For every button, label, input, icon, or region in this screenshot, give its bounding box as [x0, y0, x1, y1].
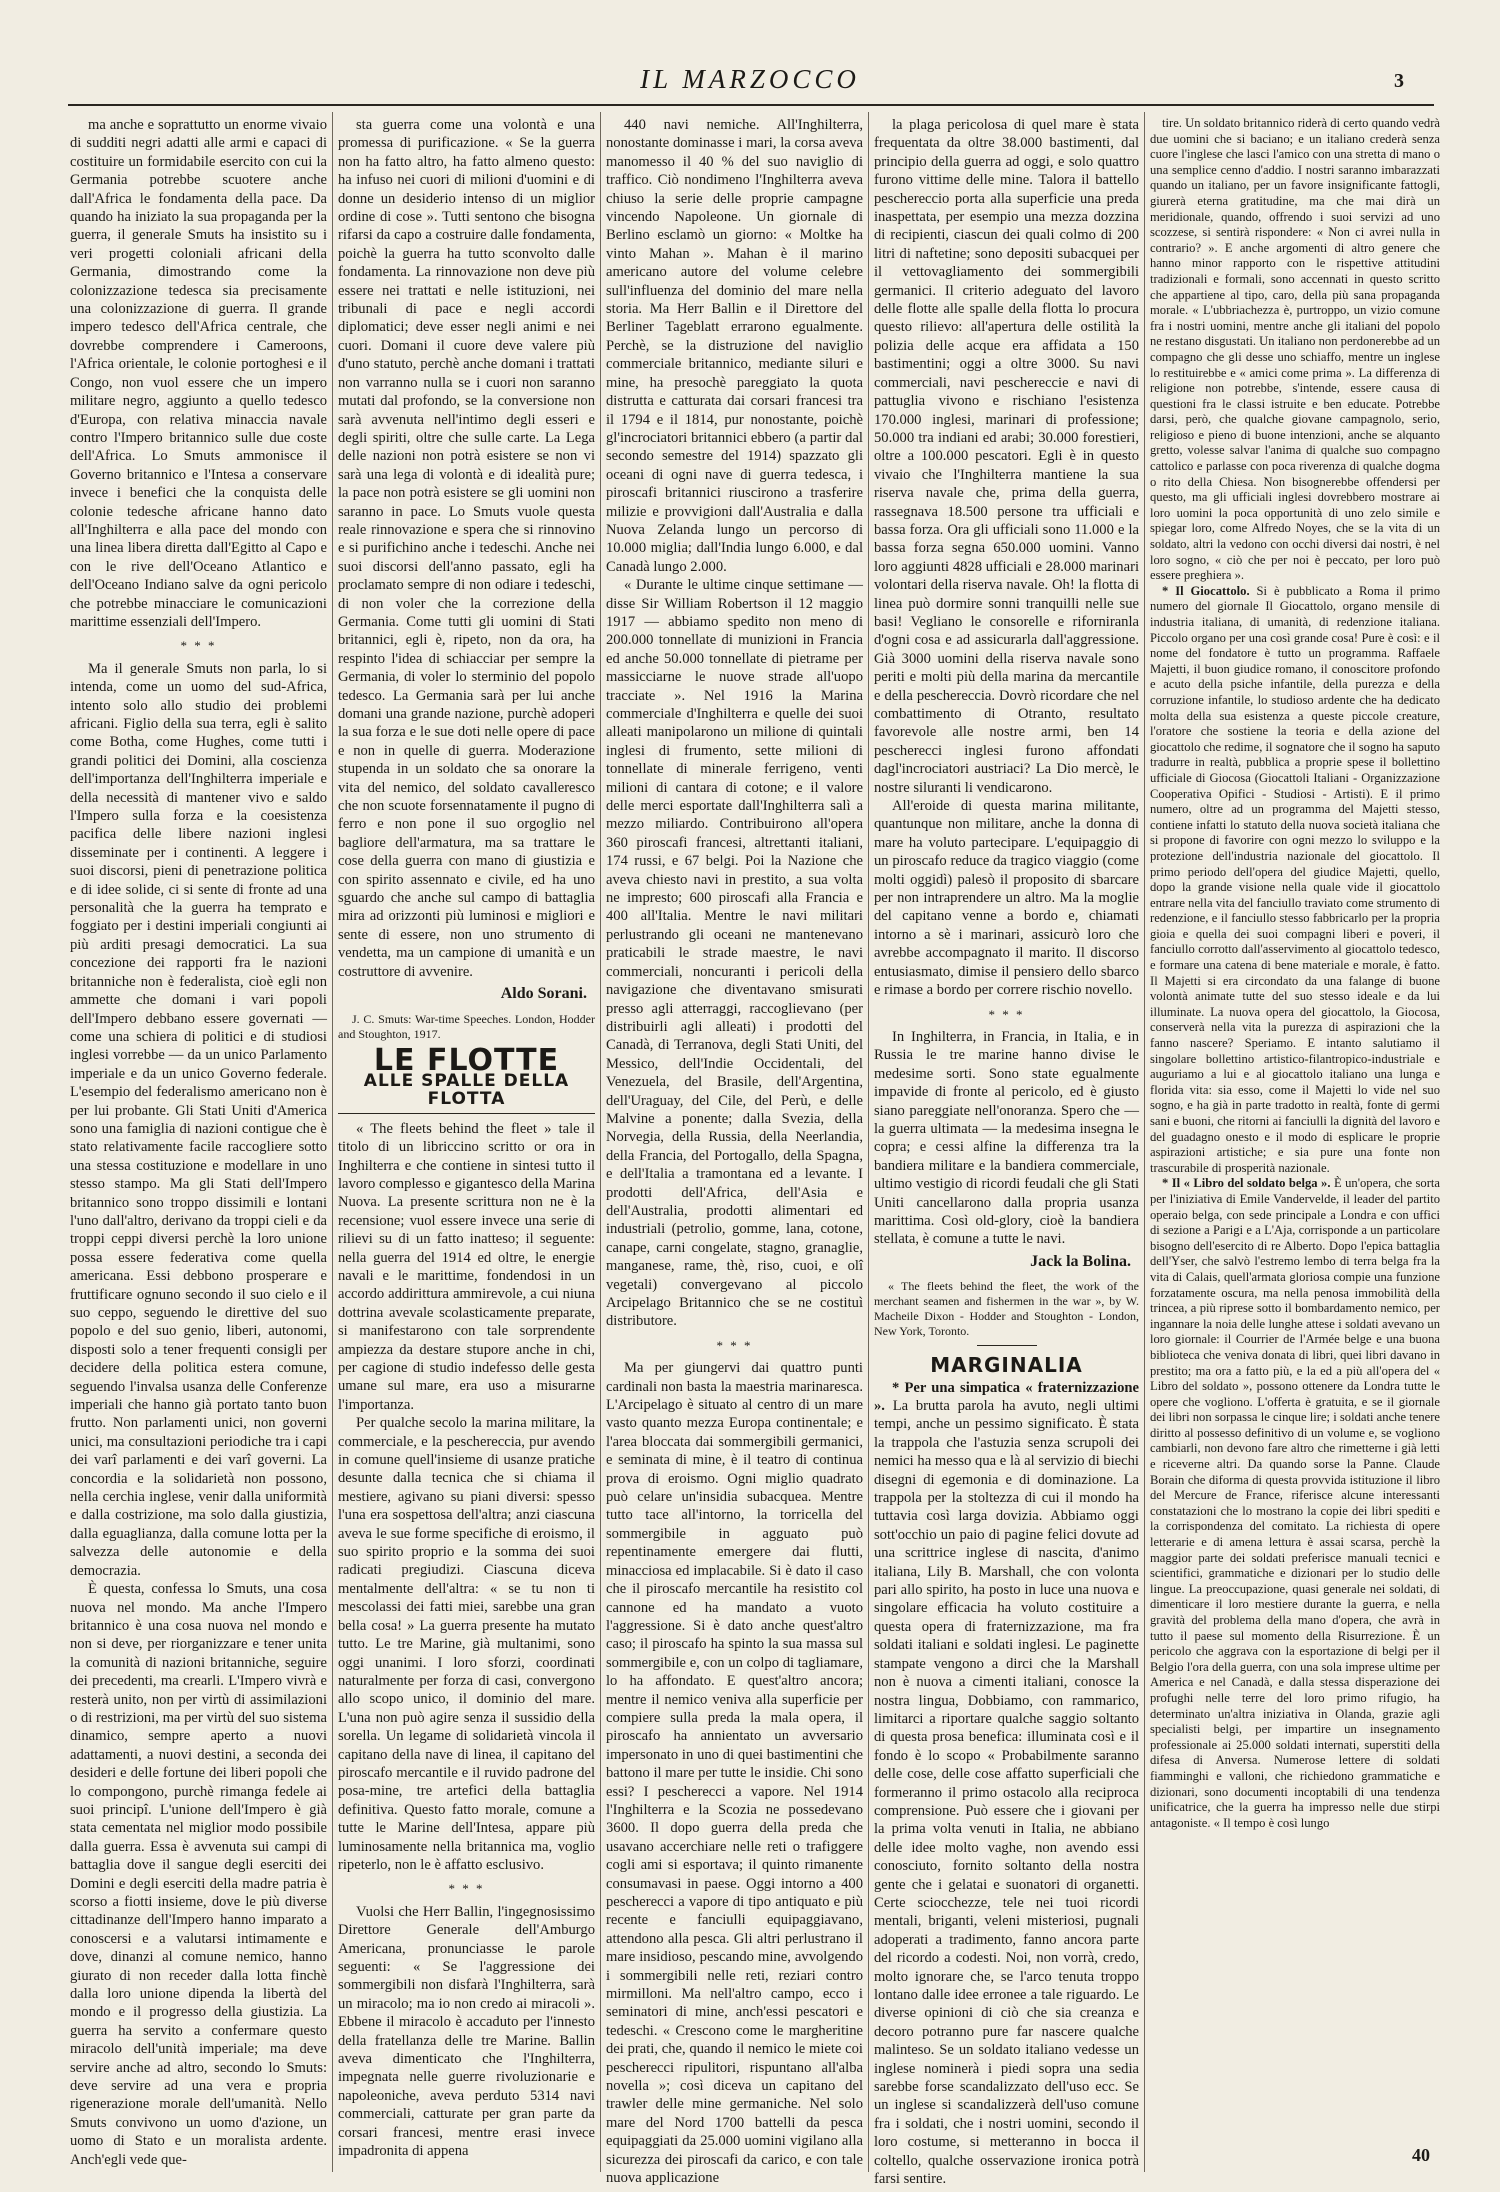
marginalia-title: MARGINALIA: [930, 1353, 1083, 1378]
column-divider: [868, 112, 869, 2172]
column-divider: [600, 112, 601, 2172]
article-paragraph: tire. Un soldato britannico riderà di certo quando vedrà due uomini che si baciano; e un italiano crederà senza cuore l'inglese che lasci l'amico con una stretta di mano o una semplice cenno d'addio. I nostri saranno imbarazzati quando un italiano, per un favore insignificante fattogli, giurerà eterna gratitudine, ma che mai dirà un meridionale, quando, offrendo i suoi servizi ad uno scozzese, si sentirà rispondere: « Non ci avrei nulla in contrario? ». E anche argomenti di altro genere che hanno minor rapporto con le rispettive attitudini tradizionali e formali, sono accennati in questo scritto che appartiene al tipo, caro, della più sana propaganda morale. « L'ubbriachezza è, purtroppo, un vizio comune fra i nostri uomini, mentre anche gli italiani del popolo ne restano disgustati. Un italiano non perdonerebbe ad un compagno che gli desse uno schiaffo, mentre un inglese lo restituirebbe e « amici come prima ». La differenza di religione non potrebbe, s'intende, essere causa di questioni fra le classi istruite e ben educate. Potrebbe darsi, però, che qualche giovane campagnolo, serio, religioso e pieno di buone intenzioni, anche se alquanto gretto, volesse salvar l'anima di qualche suo compagno cattolico e parlasse con poca riverenza di qualche dogma o rito della Chiesa. Non bisognerebbe offendersi per questo, ma gli ufficiali inglesi dovrebbero mostrare ai loro uomini la poca opportunità di uno zelo simile e spiegar loro, come Alfredo Noyes, che se la vita di un soldato, altri la vedono con occhi diversi dai nostri, è nel loro sogno, « ciò che per noi è peccato, per loro può essere preghiera ».: [1150, 116, 1440, 583]
article-signature: Jack la Bolina.: [1030, 1252, 1131, 1270]
article-paragraph: 440 navi nemiche. All'Inghilterra, nonostante dominasse i mari, la corsa aveva manomesso il 40 % del suo naviglio di traffico. Ciò nondimeno l'Inghilterra aveva chiuso la serie delle proprie campagne vincendo Napoleone. Un giornale di Berlino esclamò un giorno: « Moltke ha vinto Mahan ». Mahan è il marino americano autore del volume celebre sull'influenza del dominio del mare nella storia. Ma Herr Ballin e il Direttore del Berliner Tageblatt errarono egualmente. Perchè, se la distruzione del naviglio commerciale britannico, mediante siluri e mine, ha presochè pareggiato la quota distrutta e catturata dai corsari francesi tra il 1794 e il 1814, pur nonostante, poichè gl'incrociatori britannici ebbero (a partir dal secondo semestre del 1914) spazzato gli oceani di ogni nave di guerra tedesca, i piroscafi britannici riuscirono a trasferire milizie e provvigioni dall'Australia e dalla Nuova Zelanda lungo un percorso di 10.000 miglia; dall'India lungo 6.000, e dal Canadà lungo 2.000.: [606, 117, 863, 575]
section-separator: * * *: [716, 1337, 753, 1353]
article-paragraph: È questa, confessa lo Smuts, una cosa nuova nel mondo. Ma anche l'Impero britannico è una cosa nuova nel mondo e non si deve, per riorganizzare e tener unita la comunità di nazioni britanniche, seguire dei precedenti, ma crearli. L'Impero vivrà e resterà unito, non per virtù di assimilazioni o di restrizioni, ma per virtù del suo sistema dinamico, sempre aperto a nuovi adattamenti, a nuovi destini, a seconda dei desideri e delle fortune dei liberi popoli che lo compongono, purchè rimanga fedele ai suoi principî. L'unione dell'Impero è già stata cementata nel miglior modo possibile dalla guerra. Essa è avvenuta sui campi di battaglia dove il sangue degli eserciti dei Domini e degli eserciti della madre patria è scorso a fiotti insieme, dove le più diverse cittadinanze dell'Impero hanno imparato a conoscersi e a valutarsi intimamente e dove, dinanzi al comune nemico, hanno giurato di non receder dalla lotta finchè dalla loro unione dipenda la libertà del mondo e il progresso della giustizia. La guerra ha servito a confermare questo miracolo dell'unità imperiale; ma deve servire anche ad altro, secondo lo Smuts: deve servire ad una vera e propria rigenerazione morale dell'umanità. Nello Smuts convivono un uomo d'azione, un uomo di Stato e un moralista ardente. Anch'egli vede que-: [70, 1581, 327, 2168]
article-paragraph: sta guerra come una volontà e una promessa di purificazione. « Se la guerra non ha fatto altro, ha fatto almeno questo: ha infuso nei cuori di milioni d'uomini e di donne un desiderio intenso di un miglior ordine di cose ». Tutti sentono che bisogna rifarsi da capo a costruire dalle fondamenta, poichè la guerra ha tutto sconvolto dalle fondamenta. La rinnovazione non deve più essere nei trattati e nelle istituzioni, nei tribunali di pace e negli accordi diplomatici; deve esser negli animi e nei cuori. Domani il cuore deve valere più d'uno statuto, perchè anche domani i trattati non varranno nulla se i cuori non saranno mutati dal profondo, se la conversione non sarà avvenuta nell'intimo degli esseri e degli spiriti, oltre che sulle carte. La Lega delle nazioni non potrà esistere se non vi sarà una lega di volontà e di idealità pure; la pace non potrà esistere se gli uomini non saranno in pace. Lo Smuts vuole questa reale rinnovazione e spera che si rinnovino e si purifichino anche i tedeschi. Anche nei suoi discorsi dell'anno passato, egli ha proclamato sempre di non odiare i tedeschi, di non voler che la correzione della Germania. Come tutti gli uomini di Stati britannici, egli è, ripeto, non da ora, ha respinto l'idea di schiacciar per sempre la Germania, di voler lo sterminio del popolo tedesco. La Germania sarà per lui anche domani una grande nazione, purchè adoperi la sua forza e le sue doti nelle opere di pace e non in quelle di guerra. Moderazione stupenda in un soldato che sa onorare la vita del nemico, del soldato cavalleresco che non scuote forsennatamente il pugno di ferro e non pone il suo orgoglio nel bagliore dell'armatura, ma sa trattare le cose della guerra con mano di giustizia e con spirito assennato e civile, ed ha uno sguardo che anche sul campo di battaglia mira ad orizzonti più luminosi e migliori e sente di essere, non uno strumento di vendetta, ma un campione di umanità e un costruttore di avvenire.: [338, 117, 595, 980]
column-divider: [332, 112, 333, 2172]
article-paragraph: La brutta parola ha avuto, negli ultimi tempi, anche un pessimo significato. È stata la trappola che l'astuzia senza scrupoli dei nemici ha messo qua e là al servizio di biechi disegni di egemonia e di dominazione. La trappola per la stoltezza di cui il mondo ha tuttavia così larga dovizia. Abbiamo oggi sott'occhio un paio di pagine felici dovute ad una scrittrice inglese di nascita, d'animo italiana, Lily B. Marshall, che con volonta pari allo spirito, ha posto in luce una nuova e singolare efficacia ha voluto costituire a questa opera di fraternizzazione, ma fra soldati italiani e soldati inglesi. Le paginette stampate vengono a dirci che la Marshall non è nuova a cimenti italiani, conosce la nostra lingua, Dobbiamo, con rammarico, limitarci a riportare qualche saggio soltanto di questa prosa benefica: illuminata così e il fondo è lo scopo « Probabilmente saranno delle cose, delle cose affatto superficiali che formeranno il primo ostacolo alla reciproca comprensione. Può essere che i giovani per la prima volta venuti in Italia, ne abbiano delle idee molto vaghe, non avendo essi conosciuto, fornito soltanto della nostra gente che i gelatai e suonatori di organetti. Certe sciocchezze, tele nei tuoi ricordi mentali, briganti, veleni misteriosi, pugnali adoperati a tradimento, fanno ancora parte del ricordo a codesti. Noi, non vorrà, credo, molto ignorare che, se l'arco tenuta troppo lontano dalle idee erronee a tale riguardo. Le diverse opinioni di ciò che sia creanza e decoro potranno pure far nascere qualche malinteso. Se un soldato italiano vedesse un inglese nominerà i piedi sopra una sedia sarebbe forse scandalizzato dell'uso ecc. Se un inglese si scandalizzerà dell'uso comune fra i soldati, che i nostri uomini, secondo il loro costume, si metteranno in bocca il coltello, qualche osservazione ironica potrà farsi sentire.: [874, 1398, 1139, 2188]
marginalia-heading: * Per una simpatica « fraternizzazione ».: [874, 1379, 1139, 1414]
section-separator: * * *: [180, 638, 217, 654]
article-paragraph: Si è pubblicato a Roma il primo numero del giornale Il Giocattolo, organo mensile di industria italiana, di umanità, di redenzione italiana. Piccolo organo per una così grande cosa! Pure è così: e il nome del fondatore è tutto un programma. Raffaele Majetti, il buon giudice romano, il conoscitore profondo e acuto della psiche infantile, della purezza e della corruzione infantile, lo studioso ardente che ha dedicato molta della sua esistenza a queste piccole creature, l'oratore che sostiene la teoria e della azione del giocattolo che redime, il sognatore che il sogno ha saputo tradurre in realtà, pubblica a proprie spese il bollettino ufficiale di Giocosa (Giocattoli Italiani - Organizzazione Cooperativa Opifici - Studiosi - Artisti). E il primo numero, oltre ad un programma del Majetti stesso, contiene infatti lo statuto della nuova società italiana che si propone di favorire con ogni mezzo lo sviluppo e la protezione dell'industria nazionale del giocattolo. Il primo periodo dell'opera del giudice Majetti, quello, dopo la grande visione nella quale vide il giocattolo entrare nella vita del fanciullo traviato come strumento di redenzione, e il fanciullo stesso fabbricarlo per la propria gioia e quella dei suoi compagni liberi e poveri, il fanciullo corrotto dall'asservimento al giocattolo tedesco, e formare una catena di bene materiale e morale, è fatto. Il Majetti si era circondato da una falange di buone volontà animate tutte del suo stesso ideale e da lui illuminate. La nuova opera del giocattolo, la Giocosa, conserverà nella vita la purezza di aspirazioni che la fanno nascere? Speriamo. E intanto salutiamo il singolare bollettino artistico-filantropico-industriale e auguriamo a lui e al giocattolo italiano una lunga e florida vita: sia esso, come il Majetti lo vide nel suo sogno, e ha già in parte tradotto in realtà, fonte di germi sani e buoni, che ritorni ai fanciulli la dignità del lavoro e del guadagno onesto e il modo di esplicare le proprie aspirazioni artistiche; e sia pure una fonte non trascurabile di prosperità nazionale.: [1150, 583, 1440, 1175]
page-header-title: IL MARZOCCO: [640, 64, 860, 94]
section-rule: [977, 1345, 1037, 1346]
article-paragraph: Ma il generale Smuts non parla, lo si intenda, come un uomo del sud-Africa, intento solo allo studio dei problemi africani. Figlio della sua terra, egli è salito come Botha, come Hughes, come tutti i grandi politici dei Domini, alla coscienza dell'importanza dell'Inghilterra imperiale e della necessità di mantener vivo e saldo l'Impero sulla forza e la coesistenza pacifica delle libere nazioni inglesi disseminate per i continenti. A leggere i suoi discorsi, pieni di penetrazione politica e di idee solide, ci si sente di fronte ad una personalità che la guerra ha temprato e foggiato per i destini imperiali congiunti ai più arditi presagi democratici. La sua concezione dei rapporti fra le nazioni britanniche non è federalista, cioè egli non ammette che domani i vari popoli dell'Impero debbano essere governati — come una schiera di politici e di studiosi inglesi vorrebbe — da un unico Parlamento imperiale e da un unico Governo federale. L'esempio del federalismo americano non è per lui probante. Gli Stati Uniti d'America sono una famiglia di nazioni contigue che è stato relativamente facile raccogliere sotto una stessa costituzione e modellare in uno stesso stampo. Ma gli Stati dell'Impero britannico sono troppo dissimili e lontani l'uno dall'altro, derivano da troppi cieli e da troppi ceppi diversi perchè la loro unione possa essere federativa come quella americana. Essi debbono prosperare e fruttificare ognuno secondo il suo cielo e il suo ceppo, seguendo le direttive del suo popolo e del suo genio, liberi, autonomi, disposti solo a tener frequenti consigli per decidere della politica estera comune, seguendo l'invalsa usanza delle Conferenze imperiali che hanno già portato tanto buon frutto. Non parlamenti unici, non governi unici, ma consultazioni periodiche tra i capi dei varî parlamenti e dei varî governi. La concordia e la solidarietà non possono, nella cerchia inglese, venir dalla uniformità e dalla costrizione, ma solo dalla giustizia, dalla eguaglianza, dalla comune lotta per la salvezza delle autonomie e della democrazia.: [70, 660, 327, 1579]
column-2: [338, 116, 595, 2161]
footnote: « The fleets behind the fleet, the work of the merchant seamen and fishermen in the war », by W. Macheile Dixon - Hodder and Stoughton - London, New York, Toronto.: [874, 1279, 1139, 1339]
page-footer-mark: 40: [1412, 2145, 1430, 2165]
article-paragraph: All'eroide di questa marina militante, quantunque non militare, anche la donna di mare ha voluto partecipare. L'equipaggio di un piroscafo reduce da tragico viaggio (come molti oggidì) palesò il proposito di sbarcare per non intraprendere un altro. Ma la moglie del capitano venne a bordo e, chiamati intorno a sè i marinari, assicurò loro che avrebbe accompagnato il marito. Il discorso entusiasmato, dimise il pensiero dello sbarco e rimase a bordo per correre rischio novello.: [874, 798, 1139, 999]
article-paragraph: Per qualche secolo la marina militare, la commerciale, e la peschereccia, pur avendo in comune quell'insieme di usanze pratiche desunte dalla tecnica che si chiama il mestiere, agivano su piani diversi: spesso l'una era sospettosa dell'altra; anzi ciascuna aveva le sue forme specifiche di eroismo, il suo spirito proprio e la somma dei suoi radicati pregiudizi. Ciascuna diceva mentalmente dell'altra: « se tu non ti mescolassi dei fatti miei, sarebbe una gran bella cosa! » La guerra presente ha mutato tutto. Le tre Marine, già multanimi, sono oggi unanimi. I loro sforzi, coordinati naturalmente per forza di casi, convergono allo scopo unico, il dominio del mare. L'una non può agire senza il sussidio della sorella. Un legame di solidarietà vincola il capitano della nave di linea, il capitano del piroscafo mercantile e il ruvido padrone del posa-mine, tre artefici della battaglia definitiva. Questo fatto morale, comune a tutte le Marine dell'Intesa, appare più luminosamente nella britannica ma, voglio ripeterlo, non le è affatto esclusivo.: [338, 1415, 595, 1873]
article-subheadline: ALLE SPALLE DELLA FLOTTA: [338, 1072, 595, 1114]
column-4: [874, 116, 1139, 2188]
marginalia-heading: * Il « Libro del soldato belga ».: [1162, 1176, 1331, 1191]
page-number: 3: [1394, 70, 1404, 92]
article-paragraph: la plaga pericolosa di quel mare è stata frequentata da oltre 38.000 bastimenti, dal principio della guerra ad oggi, e solo quattro furono vittime delle mine. Talora il battello peschereccio porta alla superficie una preda inaspettata, per esempio una mezza dozzina di recipienti, ciascun dei quali colmo di 200 litri di naftetine; sono depositi subacquei per il vettovagliamento dei sommergibili germanici. Il criterio adeguato del lavoro delle flotte alle spalle della flotta lo procura questo rilievo: all'apertura delle ostilità la polizia delle acque era affidata a 150 bastimentini; oggi a oltre 3000. Su navi commerciali, navi peschereccie e navi di pattuglia vivono e rischiano l'esistenza 170.000 inglesi, marinari di professione; 50.000 tra indiani ed arabi; 30.000 forestieri, oltre a 100.000 pescatori. Egli è in questo vivaio che l'Inghilterra mantiene la sua riserva navale che, prima della guerra, rassegnava 18.500 persone tra ufficiali e bassa forza. Ora gli ufficiali sono 11.000 e la bassa forza segna 650.000 uomini. Vanno loro aggiunti 4828 ufficiali e 28.000 marinari volontari della riserva navale. Oh! la flotta di linea può dormire sonni tranquilli nelle sue basi! Vegliano le consorelle e riforniranla d'ogni cosa e ad assicurarla dall'aggressione. Già 3000 uomini della riserva navale sono periti e molti più della marina da mercantile e della peschereccia. Dovrò ricordare che nel combattimento di Otranto, resultato favorevole alle nostre armi, ben 14 pescherecci inglesi furono affondati dagl'incrociatori austriaci? La Dio mercè, le nostre siluranti li vendicarono.: [874, 117, 1139, 796]
article-signature: Aldo Sorani.: [500, 985, 587, 1003]
column-divider: [1144, 112, 1145, 2172]
section-separator: * * *: [448, 1881, 485, 1897]
column-3: [606, 116, 863, 2187]
section-separator: * * *: [988, 1006, 1025, 1022]
article-headline: LE FLOTTE: [373, 1042, 560, 1078]
article-paragraph: Vuolsi che Herr Ballin, l'ingegnosissimo Direttore Generale dell'Amburgo Americana, pronunciasse le parole seguenti: « Se l'aggressione dei sommergibili non disfarà l'Inghilterra, sarà un miracolo; ma io non credo ai miracoli ». Ebbene il miracolo è accaduto per l'innesto della fratellanza delle tre Marine. Ballin aveva dimenticato che l'Inghilterra, impegnata nelle guerre rivoluzionarie e napoleoniche, aveva perduto 5314 navi commerciali, catturate per gran parte da corsari francesi, mentre erasi invece impadronita di appena: [338, 1903, 595, 2160]
article-paragraph: « Durante le ultime cinque settimane — disse Sir William Robertson il 12 maggio 1917 — abbiamo spedito non meno di 200.000 tonnellate di munizioni in Francia ed anche 50.000 tonnellate di pietrame per massicciarne le nuove strade all'uopo tracciate ». Nel 1916 la Marina commerciale d'Inghilterra e quelle dei suoi alleati manipolarono un milione di quintali inglesi di frumento, sette milioni di tonnellate di minerale ferrigeno, venti milioni di cantara di cotone; e il valore delle merci esportate dall'Inghilterra salì a mezzo miliardo. Contribuirono all'opera 360 piroscafi francesi, altrettanti italiani, 174 russi, e 67 belgi. Poi la Nazione che aveva chiesto navi in prestito, a sua volta ne impresto; 600 piroscafi alla Francia e 400 all'Italia. Mentre le navi militari perlustrando gli oceani ne mantenevano praticabili le strade maestre, le navi commerciali, noncuranti i pericoli della navigazione che diventavano smisurati presso agli atterraggi, raccoglievano (per distribuirli agli alleati) i prodotti del Canadà, di Terranova, degli Stati Uniti, del Messico, dell'Indie Occidentali, del Venezuela, del Brasile, dell'Argentina, dell'Uraguay, del Cile, del Perù, e delle Malvine a ponente; dalla Svezia, della Norvegia, della Russia, della Neerlandia, della Francia, del Portogallo, della Spagna, e dell'Italia a tramontana ed a levante. I prodotti dell'Africa, dell'Asia e dell'Australia, prodotti alimentari ed industriali (petrolio, gomme, lana, cotone, canape, carni congelate, stagno, granaglie, manganese, rame, thè, riso, cuoi, e olî vegetali) convergevano al piccolo Arcipelago Britannico che se ne costituì distributore.: [606, 577, 863, 1330]
column-5: [1150, 116, 1440, 2161]
article-paragraph: In Inghilterra, in Francia, in Italia, e in Russia le tre marine hanno divise le medesime sorti. Sono state egualmente impavide di fronte al pericolo, ed è giusto siano pareggiate nell'onoranza. Spero che — la guerra ultimata — la medesima insegna le copra; e cessi alfine la differenza tra la bandiera militare e la bandiera commerciale, ultimo vestigio di ricordi feudali che gli Stati Uniti cancellarono dalla propria usanza marittima. Così old-glory, cioè la bandiera stellata, è comune a tutte le navi.: [874, 1028, 1139, 1248]
article-paragraph: « The fleets behind the fleet » tale il titolo di un libriccino scritto or ora in Inghilterra e che contiene in sintesi tutto il lavoro complesso e gigantesco della Marina Nuova. La presente scrittura non ne è la recensione; vuol essere invece una serie di rilievi su di un fatto inatteso; il seguente: nella guerra del 1914 ed oltre, le energie navali e le marittime, fondendosi in un accordo addirittura ammirevole, a cui niuna dottrina avevale scolasticamente preparate, si manifestarono con tale sorprendente ampiezza da destare stupore anche in chi, per cagione di studio indefesso delle gesta umane sul mare, era uso a misurarne l'importanza.: [338, 1120, 595, 1413]
column-1: [70, 116, 327, 2168]
header-rule: [68, 104, 1434, 106]
article-paragraph: Ma per giungervi dai quattro punti cardinali non basta la maestria marinaresca. L'Arcipelago è situato al centro di un mare vasto quanto mezza Europa continentale; e l'area bloccata dai sommergibili germanici, e seminata di mine, è il teatro di continua prova di eroismo. Ogni miglio quadrato può celare un'insidia subacquea. Mentre tutto tace all'intorno, la torricella del sommergibile in agguato può repentinamente emergere dai flutti, minacciosa ed implacabile. Si è dato il caso che il piroscafo mercantile ha resistito col cannone ed ha mandato a vuoto l'aggressione. Si è dato anche quest'altro caso; il piroscafo ha spinto la sua massa sul sommergibile e, con un colpo di tagliamare, lo ha affondato. E quest'altro ancora; mentre il nemico veniva alla superficie per compiere sulla preda la mala opera, il piroscafo ha annientato un avversario impersonato in uno di quei bastimentini che battono il mare per tutte le insidie. Chi sono essi? I pescherecci a vapore. Nel 1914 l'Inghilterra e la Scozia ne possedevano 3600. Il dopo guerra della preda che usavano accerchiare nelle reti o trafiggere cogli ami si esportava; il quinto rimanente consumavasi in paese. Oggi intorno a 400 pescherecci a vapore di tipo antiquato e più recente e fanciulli equipaggiavano, attendono alla pesca. Gli altri perlustrano il mare insidioso, pescando mine, avvolgendo i sommergibili nelle reti, reziari contro mirmilloni. Ma nell'altro campo, ecco i seminatori di mine, anch'essi pescatori e tedeschi. « Crescono come le margheritine dei prati, che, quando il nemico le miete coi pescherecci ripulitori, rispuntano all'alba novella »; così diceva un capitano del trawler delle mine germaniche. Nel solo mare del Nord 1700 battelli da pesca equipaggiati da 25.000 uomini vigilano alla sicurezza dei piroscafi da carico, e con tale nuova applicazione: [606, 1360, 863, 2187]
footnote: J. C. Smuts: War-time Speeches. London, Hodder and Stoughton, 1917.: [338, 1011, 595, 1041]
marginalia-heading: * Il Giocattolo.: [1162, 583, 1250, 598]
article-paragraph: È un'opera, che sorta per l'iniziativa di Emile Vandervelde, il leader del partito operaio belga, con sede principale a Londra e con uffici di sezione a Parigi e a L'Aja, corrisponde a un particolare bisogno dell'esercito di re Alberto. Dopo l'epica battaglia dell'Yser, che salvò l'estremo lembo di terra belga fra la vita di Calais, quell'armata gloriosa compie una funzione forzatamente oscura, ma nella penosa immobilità della trincea, a più riprese sotto il bombardamento nemico, per ingannare la noia delle lunghe attese i soldati avevano un loro giornale: il Courrier de l'Armée belge e una buona biblioteca che veniva donata di libri, quei libri davano in prestito; ma ora a fatto più, e la ed a più all'opera del « Libro del soldato », possono ottenere da Londra tutte le opere che vogliono. L'offerta è gratuita, e se il giornale dei libri non sorpassa le cinque lire; i soldati anche tenere diritto al possesso definitivo di un volume e, se vogliono cambiarli, non devono fare altro che rimetterne i già letti e riceverne altri. Da quando sorse la Panne. Claude Borain che diforma di questa provvida istituzione il libro del Mercure de France, riferisce alcune interessanti constatazioni che lo mostrano la copie dei libri spediti e la corrispondenza del comitato. La richiesta di opere letterarie e di amena lettura è assai scarsa, perchè la maggior parte dei soldati preferisce manuali tecnici e scientifici, grammatiche e dizionari per lo studio delle lingue. La preoccupazione, quasi generale nei soldati, di dimenticare il loro mestiere durante la guerra, e nella gravità del problema della mano d'opera, che avrà in tutto il paese sul momento della Risurrezione. È un pericolo che aggrava con la esportazione di belgi per il Belgio l'ora della guerra, con una sola imprese ultime per America e nel Canadà, e dalla stessa disperazione dei profughi nelle terre del loro primo rifugio, ha determinato un'altra iniziativa in Olanda, grazie agli specialisti belgi, per impartire un insegnamento professionale ai 25.000 soldati internati, superstiti della difesa di Anversa. Numerose lettere di soldati fiamminghi e valloni, che richiedono grammatiche e dizionari, sono documenti incoptabili di una tendenza unificatrice, che la guerra ha impresso nelle due stirpi antagoniste. « Il tempo è così lungo: [1150, 1176, 1440, 1830]
article-paragraph: ma anche e soprattutto un enorme vivaio di sudditi negri adatti alle armi e capaci di costituire un formidabile esercito con cui la Germania potrebbe scuotere anche dall'Africa le fondamenta della pace. Da quando ha iniziato la sua propaganda per la guerra, il generale Smuts ha insistito su i veri progetti coloniali africani della Germania, dimostrando come la colonizzazione tedesca sia precisamente una colonizzazione di guerra. Il grande impero tedesco dell'Africa centrale, che dovrebbe comprendere i Cameroons, l'Africa orientale, le colonie portoghesi e il Congo, non vuol essere che un impero militare negro, aggiunto a quello tedesco d'Europa, con relativa minaccia navale contro l'Impero britannico sulle due coste dell'Africa. Lo Smuts ammonisce il Governo britannico e l'Intesa a conservare invece i benefici che la conquista delle colonie tedesche africane hanno dato all'Inghilterra e alla pace del mondo con una linea libera diretta dall'Egitto al Capo e con le rive dell'Oceano Atlantico e dell'Oceano Indiano salve da ogni pericolo che potrebbe minacciare le comunicazioni marittime essenziali dell'Impero.: [70, 117, 327, 630]
